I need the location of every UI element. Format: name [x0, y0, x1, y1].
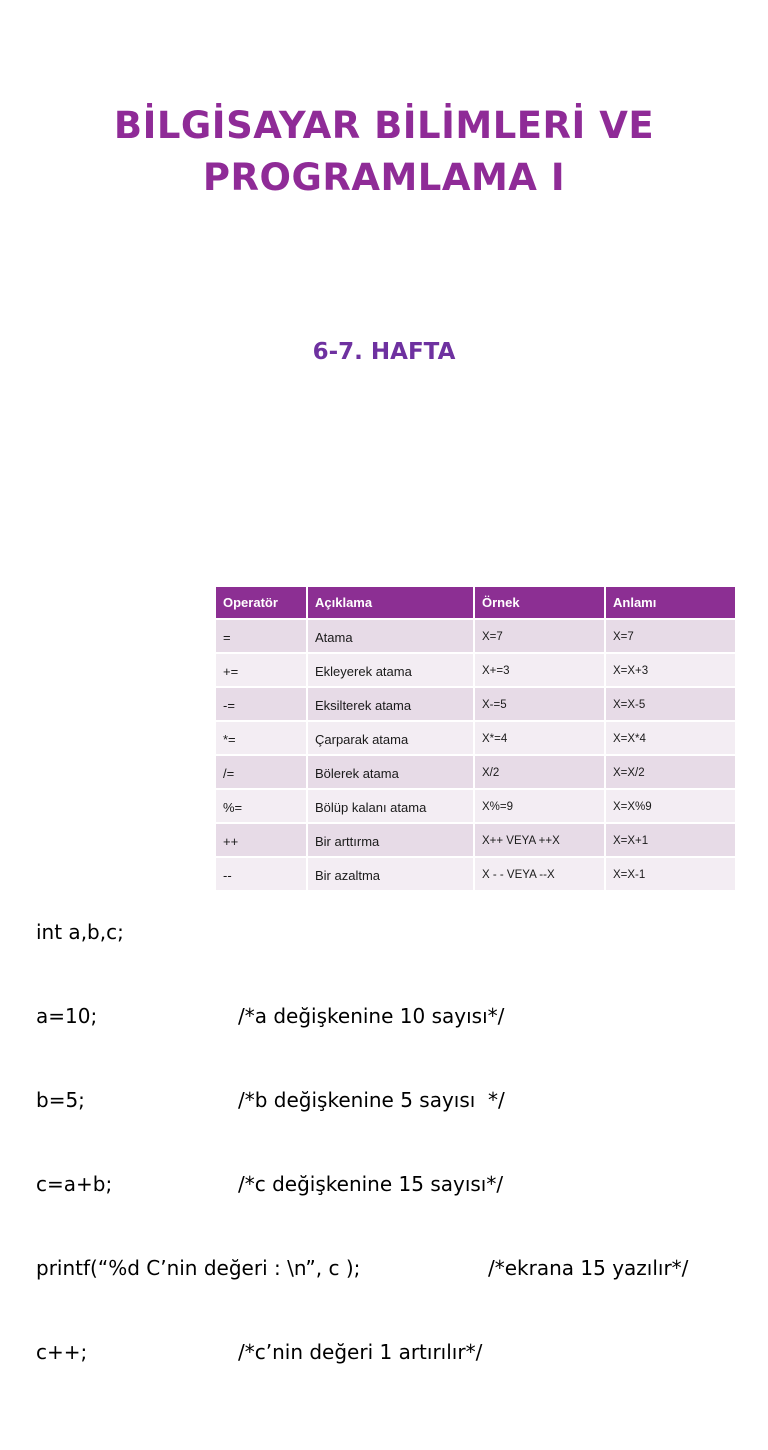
- cell-operator: -=: [216, 687, 307, 721]
- cell-operator: +=: [216, 653, 307, 687]
- cell-operator: =: [216, 619, 307, 653]
- header-example: Örnek: [474, 587, 605, 619]
- code-comment: /*b değişkenine 5 sayısı */: [238, 1088, 505, 1112]
- cell-meaning: X=X+1: [605, 823, 735, 857]
- cell-meaning: X=7: [605, 619, 735, 653]
- cell-meaning: X=X-1: [605, 857, 735, 890]
- cell-example: X*=4: [474, 721, 605, 755]
- table-row: [216, 789, 735, 823]
- cell-description: Bir arttırma: [307, 823, 474, 857]
- cell-example: X++ VEYA ++X: [474, 823, 605, 857]
- table-row: [216, 687, 735, 721]
- cell-operator: *=: [216, 721, 307, 755]
- cell-description: Bir azaltma: [307, 857, 474, 890]
- slide-title-line-1: BİLGİSAYAR BİLİMLERİ VE: [113, 104, 655, 147]
- code-comment: /*a değişkenine 10 sayısı*/: [238, 1004, 505, 1028]
- cell-operator: /=: [216, 755, 307, 789]
- code-line: [36, 918, 768, 946]
- code-line: [36, 1002, 768, 1030]
- code-line: [36, 1170, 768, 1198]
- code-snippet: [36, 862, 768, 1394]
- code-statement: int a,b,c;: [36, 920, 124, 944]
- cell-meaning: X=X+3: [605, 653, 735, 687]
- code-statement: a=10;: [36, 1004, 98, 1028]
- slide-title: [0, 100, 768, 204]
- code-comment: /*c’nin değeri 1 artırılır*/: [238, 1340, 483, 1364]
- slide-title-line-2: PROGRAMLAMA I: [202, 156, 566, 199]
- cell-example: X/2: [474, 755, 605, 789]
- code-line: [36, 1086, 768, 1114]
- cell-meaning: X=X%9: [605, 789, 735, 823]
- slide-subtitle: 6-7. HAFTA: [312, 339, 456, 365]
- cell-meaning: X=X-5: [605, 687, 735, 721]
- cell-operator: --: [216, 857, 307, 890]
- cell-example: X-=5: [474, 687, 605, 721]
- cell-example: X - - VEYA --X: [474, 857, 605, 890]
- table-row: [216, 653, 735, 687]
- code-statement: printf(“%d C’nin değeri : \n”, c );: [36, 1256, 361, 1280]
- code-statement: c++;: [36, 1340, 88, 1364]
- table-row: [216, 755, 735, 789]
- cell-description: Çarparak atama: [307, 721, 474, 755]
- header-operator: Operatör: [216, 587, 307, 619]
- code-line: [36, 1338, 768, 1366]
- cell-description: Bölüp kalanı atama: [307, 789, 474, 823]
- cell-example: X+=3: [474, 653, 605, 687]
- cell-operator: ++: [216, 823, 307, 857]
- header-description: Açıklama: [307, 587, 474, 619]
- code-comment: /*c değişkenine 15 sayısı*/: [238, 1172, 504, 1196]
- table-row: [216, 721, 735, 755]
- cell-meaning: X=X*4: [605, 721, 735, 755]
- cell-description: Atama: [307, 619, 474, 653]
- cell-example: X=7: [474, 619, 605, 653]
- operator-table: [216, 587, 735, 890]
- cell-description: Eksilterek atama: [307, 687, 474, 721]
- header-meaning: Anlamı: [605, 587, 735, 619]
- cell-meaning: X=X/2: [605, 755, 735, 789]
- cell-example: X%=9: [474, 789, 605, 823]
- code-statement: b=5;: [36, 1088, 85, 1112]
- cell-description: Ekleyerek atama: [307, 653, 474, 687]
- table-header-row: [216, 587, 735, 619]
- table-row: [216, 823, 735, 857]
- code-line: [36, 1254, 768, 1282]
- cell-description: Bölerek atama: [307, 755, 474, 789]
- code-statement: c=a+b;: [36, 1172, 113, 1196]
- cell-operator: %=: [216, 789, 307, 823]
- code-comment: /*ekrana 15 yazılır*/: [488, 1256, 689, 1280]
- table-row: [216, 619, 735, 653]
